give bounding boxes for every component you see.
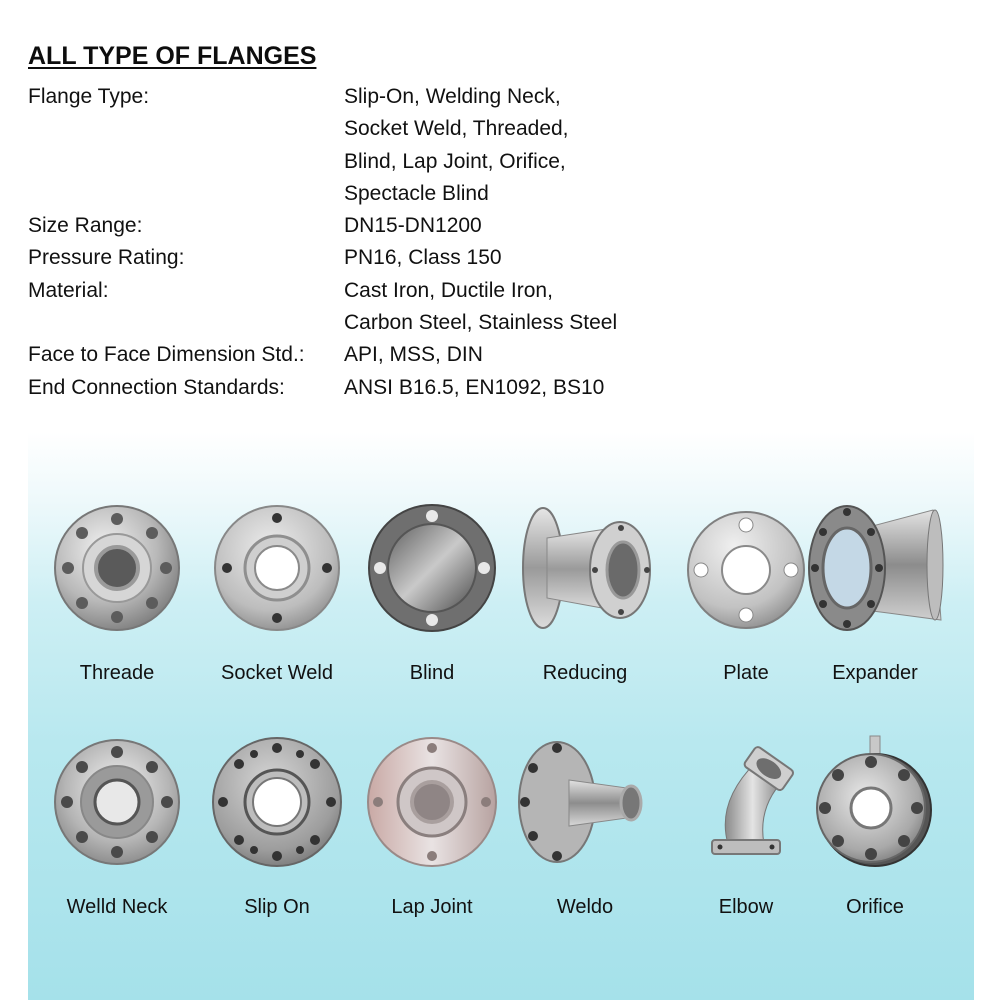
spec-row-flange-type (28, 81, 728, 210)
spec-value: API, MSS, DIN (344, 343, 483, 367)
spec-value: Slip-On, Welding Neck, (344, 85, 561, 108)
spec-row-size-range (28, 210, 728, 242)
spec-values (344, 339, 483, 371)
spec-label: Size Range: (28, 214, 143, 238)
gallery-item-threade (47, 498, 187, 684)
gallery-caption: Socket Weld (221, 662, 333, 684)
orifice-flange-icon (805, 732, 945, 872)
gallery-item-plate (676, 498, 816, 684)
spec-row-pressure-rating (28, 242, 728, 274)
gallery-caption: Plate (723, 662, 769, 684)
weldo-flange-icon (515, 732, 655, 872)
socket-weld-flange-icon (207, 498, 347, 638)
spec-label: Pressure Rating: (28, 246, 185, 270)
gallery-caption: Elbow (718, 896, 774, 918)
blind-flange-icon (362, 498, 502, 638)
gallery-caption: Blind (409, 662, 455, 684)
gallery-item-lap-joint (362, 732, 502, 918)
threaded-flange-icon (47, 498, 187, 638)
spec-value: Blind, Lap Joint, Orifice, (344, 149, 566, 173)
spec-values (344, 210, 482, 242)
spec-row-material (28, 275, 728, 340)
elbow-flange-icon (676, 732, 816, 872)
spec-list (28, 81, 728, 404)
gallery-item-slip-on (207, 732, 347, 918)
spec-values (344, 372, 604, 404)
expander-flange-icon (805, 498, 945, 638)
page-title: ALL TYPE OF FLANGES (28, 42, 317, 70)
spec-row-end-connection (28, 372, 728, 404)
spec-value: Carbon Steel, Stainless Steel (344, 311, 618, 335)
reducing-flange-icon (515, 498, 655, 638)
flange-gallery (28, 432, 974, 1000)
slip-on-flange-icon (207, 732, 347, 872)
gallery-caption: Orifice (846, 896, 904, 918)
weld-neck-flange-icon (47, 732, 187, 872)
gallery-item-reducing (515, 498, 655, 684)
gallery-caption: Weldo (556, 896, 614, 918)
spec-value: Spectacle Blind (344, 181, 489, 205)
gallery-caption: Threade (79, 662, 155, 684)
gallery-item-weldo (515, 732, 655, 918)
gallery-item-socket-weld (207, 498, 347, 684)
gallery-item-blind (362, 498, 502, 684)
gallery-item-orifice (805, 732, 945, 918)
spec-value: Socket Weld, Threaded, (344, 117, 569, 141)
gallery-caption: Lap Joint (391, 896, 473, 918)
spec-values (344, 275, 617, 340)
spec-value: Cast Iron, Ductile Iron, (344, 278, 553, 302)
gallery-item-weld-neck (47, 732, 187, 918)
lap-joint-flange-icon (362, 732, 502, 872)
spec-value: ANSI B16.5, EN1092, BS10 (344, 375, 605, 399)
spec-label: End Connection Standards: (28, 375, 285, 399)
spec-values (344, 242, 502, 274)
spec-value: PN16, Class 150 (344, 246, 502, 270)
gallery-item-elbow (676, 732, 816, 918)
gallery-caption: Slip On (244, 896, 310, 918)
plate-flange-icon (676, 498, 816, 638)
gallery-item-expander (805, 498, 945, 684)
spec-row-face-to-face (28, 339, 728, 371)
gallery-caption: Welld Neck (66, 896, 168, 918)
gallery-caption: Reducing (542, 662, 628, 684)
spec-label: Material: (28, 278, 109, 302)
spec-value: DN15-DN1200 (344, 214, 482, 238)
spec-label: Flange Type: (28, 85, 150, 108)
spec-values (344, 81, 569, 210)
gallery-caption: Expander (832, 662, 918, 684)
spec-label: Face to Face Dimension Std.: (28, 343, 305, 367)
